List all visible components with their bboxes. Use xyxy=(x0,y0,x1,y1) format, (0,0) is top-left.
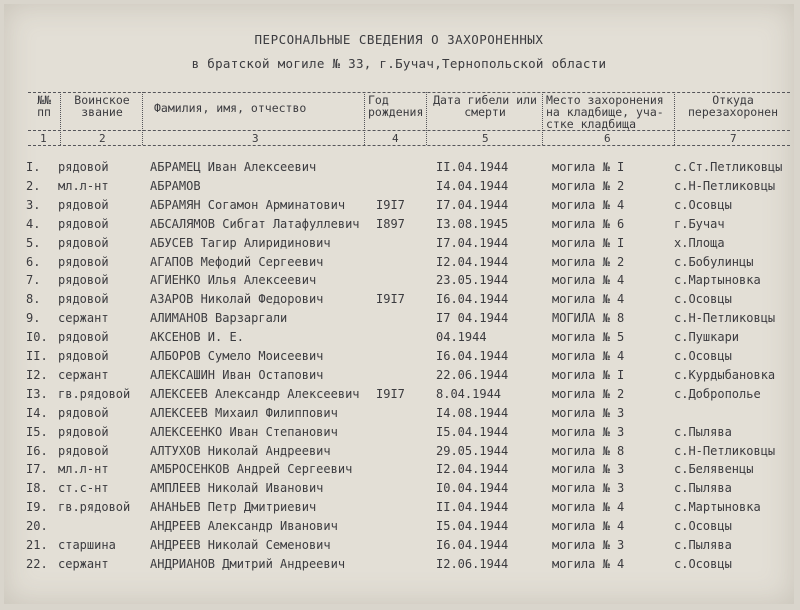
table-row xyxy=(4,198,794,216)
table-row xyxy=(4,255,794,273)
row-rank: ст.с-нт xyxy=(58,481,109,496)
row-origin: с.Доброполье xyxy=(674,386,761,401)
row-grave: могила № 3 xyxy=(552,462,625,477)
row-number: I2. xyxy=(26,367,48,382)
row-name: АБРАМЕЦ Иван Алексеевич xyxy=(150,160,317,174)
row-grave: могила № I xyxy=(552,367,625,382)
row-grave: могила № 4 xyxy=(552,500,625,515)
header-col-1: №№ пп xyxy=(37,93,51,119)
row-death-date: I6.04.1944 xyxy=(436,349,509,363)
page-subtitle: в братской могиле № 33, г.Бучач,Тернопольской области xyxy=(191,56,607,71)
row-origin: с.Осовцы xyxy=(674,519,732,534)
row-rank: рядовой xyxy=(58,443,109,458)
row-name: АБРАМОВ xyxy=(150,178,201,193)
row-origin: с.Пылява xyxy=(674,424,732,439)
row-origin: с.Пылява xyxy=(674,538,732,552)
row-number: I. xyxy=(26,160,41,174)
row-rank: рядовой xyxy=(58,254,109,269)
row-name: АНАНЬЕВ Петр Дмитриевич xyxy=(150,500,317,515)
column-number: 4 xyxy=(392,132,399,145)
row-rank: рядовой xyxy=(58,330,109,345)
row-rank: гв.рядовой xyxy=(58,386,131,401)
table-row xyxy=(4,179,794,197)
row-death-date: I2.06.1944 xyxy=(436,556,509,571)
row-origin: с.Мартыновка xyxy=(674,273,761,288)
row-rank: сержант xyxy=(58,367,109,382)
column-number: 5 xyxy=(482,132,489,145)
row-rank: рядовой xyxy=(58,424,109,439)
row-grave: могила № 4 xyxy=(552,292,625,307)
row-number: 9. xyxy=(26,311,41,326)
row-number: 5. xyxy=(26,235,41,250)
row-death-date: I0.04.1944 xyxy=(436,481,509,496)
row-grave: могила № 3 xyxy=(552,424,625,439)
col-separator xyxy=(426,92,427,145)
row-name: АМБРОСЕНКОВ Андрей Сергеевич xyxy=(150,462,353,477)
row-grave: МОГИЛА № 8 xyxy=(552,311,625,326)
row-grave: могила № 4 xyxy=(552,349,625,363)
table-row xyxy=(4,160,794,178)
table-row xyxy=(4,236,794,254)
header-col-4: Год рождения xyxy=(368,93,424,119)
row-number: 21. xyxy=(26,538,48,552)
row-origin: с.Курдыбановка xyxy=(674,367,776,382)
row-death-date: I5.04.1944 xyxy=(436,424,509,439)
row-name: АЛЕКСАШИН Иван Остапович xyxy=(150,367,324,382)
table-row xyxy=(4,462,794,480)
row-rank: рядовой xyxy=(58,349,109,363)
table-row xyxy=(4,368,794,386)
row-rank: сержант xyxy=(58,556,109,571)
row-origin: с.Пылява xyxy=(674,481,732,496)
table-row xyxy=(4,292,794,310)
row-rank: гв.рядовой xyxy=(58,500,131,515)
col-separator xyxy=(364,92,365,145)
row-death-date: I4.08.1944 xyxy=(436,405,509,420)
table-row xyxy=(4,500,794,518)
row-rank: мл.л-нт xyxy=(58,462,109,477)
row-number: 8. xyxy=(26,292,41,307)
row-name: АБСАЛЯМОВ Сибгат Латафуллевич xyxy=(150,216,360,231)
col-separator xyxy=(674,92,675,145)
col-separator xyxy=(142,92,143,145)
row-name: АНДРЕЕВ Николай Семенович xyxy=(150,538,331,552)
document-sheet xyxy=(4,4,794,604)
table-row xyxy=(4,481,794,499)
row-name: АЗАРОВ Николай Федорович xyxy=(150,292,324,307)
header-col-3: Фамилия, имя, отчество xyxy=(154,101,307,115)
row-number: I7. xyxy=(26,462,48,477)
row-origin: с.Осовцы xyxy=(674,197,732,212)
row-death-date: 23.05.1944 xyxy=(436,273,509,288)
row-origin: с.Н-Петликовцы xyxy=(674,311,776,326)
row-grave: могила № I xyxy=(552,235,625,250)
row-name: АЛБОРОВ Сумело Моисеевич xyxy=(150,349,324,363)
row-origin: с.Н-Петликовцы xyxy=(674,178,776,193)
row-death-date: I7 04.1944 xyxy=(436,311,509,326)
row-number: 2. xyxy=(26,178,41,193)
row-number: 3. xyxy=(26,197,41,212)
table-row xyxy=(4,349,794,367)
row-name: АНДРЕЕВ Александр Иванович xyxy=(150,519,338,534)
row-name: АЛЕКСЕЕВ Михаил Филиппович xyxy=(150,405,338,420)
row-grave: могила № 3 xyxy=(552,481,625,496)
row-grave: могила № 5 xyxy=(552,330,625,345)
row-death-date: I7.04.1944 xyxy=(436,235,509,250)
row-grave: могила № 4 xyxy=(552,273,625,288)
row-death-date: I6.04.1944 xyxy=(436,538,509,552)
table-row xyxy=(4,444,794,462)
row-death-date: I4.04.1944 xyxy=(436,178,509,193)
row-rank: сержант xyxy=(58,311,109,326)
table-row xyxy=(4,217,794,235)
row-rank: рядовой xyxy=(58,235,109,250)
column-number: 7 xyxy=(730,132,737,145)
header-col-5: Дата гибели или смерти xyxy=(433,93,537,119)
column-number: 3 xyxy=(252,132,259,145)
row-birth-year: I9I7 xyxy=(376,292,405,307)
row-rank: старшина xyxy=(58,538,116,552)
row-number: I5. xyxy=(26,424,48,439)
row-number: I8. xyxy=(26,481,48,496)
table-row xyxy=(4,557,794,575)
row-origin: с.Н-Петликовцы xyxy=(674,443,776,458)
row-number: 7. xyxy=(26,273,41,288)
row-grave: могила № 3 xyxy=(552,538,625,552)
table-row xyxy=(4,538,794,556)
row-rank: рядовой xyxy=(58,216,109,231)
row-grave: могила № 3 xyxy=(552,405,625,420)
row-name: АГИЕНКО Илья Алексеевич xyxy=(150,273,317,288)
row-death-date: I7.04.1944 xyxy=(436,197,509,212)
row-grave: могила № I xyxy=(552,160,625,174)
table-row xyxy=(4,387,794,405)
row-rank: мл.л-нт xyxy=(58,178,109,193)
row-birth-year: I9I7 xyxy=(376,386,405,401)
header-col-6: Место захоронения на кладбище, уча- стке кладбища xyxy=(546,93,664,131)
row-death-date: 04.1944 xyxy=(436,330,487,345)
row-origin: х.Площа xyxy=(674,235,725,250)
row-grave: могила № 2 xyxy=(552,386,625,401)
table-row xyxy=(4,406,794,424)
table-row xyxy=(4,311,794,329)
row-origin: с.Осовцы xyxy=(674,556,732,571)
row-grave: могила № 6 xyxy=(552,216,625,231)
row-origin: г.Бучач xyxy=(674,216,725,231)
row-origin: с.Осовцы xyxy=(674,349,732,363)
column-number: 1 xyxy=(40,132,47,145)
row-name: АЛТУХОВ Николай Андреевич xyxy=(150,443,331,458)
header-col-2: Воинское звание xyxy=(74,93,130,119)
row-origin: с.Пушкари xyxy=(674,330,740,345)
row-death-date: 29.05.1944 xyxy=(436,443,509,458)
row-death-date: II.04.1944 xyxy=(436,500,509,515)
table-row xyxy=(4,330,794,348)
row-birth-year: I897 xyxy=(376,216,405,231)
row-number: I4. xyxy=(26,405,48,420)
row-name: АМПЛЕЕВ Николай Иванович xyxy=(150,481,324,496)
row-grave: могила № 4 xyxy=(552,197,625,212)
row-death-date: I2.04.1944 xyxy=(436,462,509,477)
row-origin: с.Бобулинцы xyxy=(674,254,754,269)
row-grave: могила № 4 xyxy=(552,519,625,534)
column-number: 2 xyxy=(99,132,106,145)
row-number: I3. xyxy=(26,386,48,401)
row-death-date: 8.04.1944 xyxy=(436,386,502,401)
row-rank: рядовой xyxy=(58,273,109,288)
header-col-7: Откуда перезахоронен xyxy=(687,93,778,119)
row-number: 20. xyxy=(26,519,48,534)
row-death-date: I6.04.1944 xyxy=(436,292,509,307)
header-bottom-rule xyxy=(28,145,790,146)
row-grave: могила № 8 xyxy=(552,443,625,458)
page-title: ПЕРСОНАЛЬНЫЕ СВЕДЕНИЯ О ЗАХОРОНЕННЫХ xyxy=(254,32,544,47)
row-name: АЛЕКСЕЕНКО Иван Степанович xyxy=(150,424,338,439)
row-number: 22. xyxy=(26,556,48,571)
row-number: I0. xyxy=(26,330,48,345)
row-rank: рядовой xyxy=(58,405,109,420)
row-grave: могила № 2 xyxy=(552,254,625,269)
row-name: АБУСЕВ Тагир Алиридинович xyxy=(150,235,331,250)
row-death-date: I3.08.1945 xyxy=(436,216,509,231)
row-name: АГАПОВ Мефодий Сергеевич xyxy=(150,254,324,269)
row-birth-year: I9I7 xyxy=(376,197,405,212)
row-number: I9. xyxy=(26,500,48,515)
row-number: II. xyxy=(26,349,48,363)
row-name: АЛИМАНОВ Варзаргали xyxy=(150,311,288,326)
row-rank: рядовой xyxy=(58,160,109,174)
col-separator xyxy=(542,92,543,145)
row-number: 6. xyxy=(26,254,41,269)
row-death-date: 22.06.1944 xyxy=(436,367,509,382)
row-death-date: I2.04.1944 xyxy=(436,254,509,269)
row-origin: с.Ст.Петликовцы xyxy=(674,160,783,174)
row-death-date: II.04.1944 xyxy=(436,160,509,174)
row-name: АНДРИАНОВ Дмитрий Андреевич xyxy=(150,556,346,571)
col-separator xyxy=(60,92,61,145)
row-number: 4. xyxy=(26,216,41,231)
row-grave: могила № 2 xyxy=(552,178,625,193)
row-death-date: I5.04.1944 xyxy=(436,519,509,534)
row-name: АЛЕКСЕЕВ Александр Алексеевич xyxy=(150,386,360,401)
row-origin: с.Белявенцы xyxy=(674,462,754,477)
row-grave: могила № 4 xyxy=(552,556,625,571)
row-number: I6. xyxy=(26,443,48,458)
row-name: АКСЕНОВ И. Е. xyxy=(150,330,244,345)
row-origin: с.Осовцы xyxy=(674,292,732,307)
table-row xyxy=(4,425,794,443)
column-number: 6 xyxy=(604,132,611,145)
table-row xyxy=(4,273,794,291)
row-rank: рядовой xyxy=(58,197,109,212)
row-rank: рядовой xyxy=(58,292,109,307)
table-row xyxy=(4,519,794,537)
row-origin: с.Мартыновка xyxy=(674,500,761,515)
row-name: АБРАМЯН Согамон Арминатович xyxy=(150,197,346,212)
